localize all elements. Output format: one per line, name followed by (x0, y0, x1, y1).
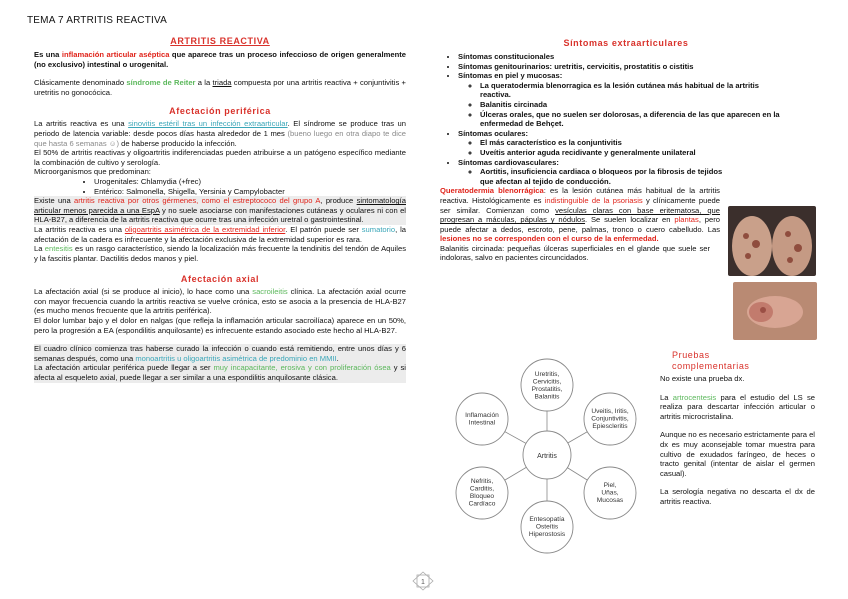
paragraph-serologia: La serología negativa no descarta el dx de artritis reactiva. (660, 487, 815, 506)
page-number: 1 (421, 579, 425, 586)
list-item: ◦ La queratodermia blenorragica es la lesión cutánea más habitual de la artritis reactiva. (480, 81, 780, 100)
section-title-afectacion-periferica: Afectación periférica (169, 106, 271, 117)
svg-text:EntesopatíaOsteítisHiperostosi: Entesopatía Osteítis Hiperostosis (528, 516, 566, 538)
list-item: • Urogenitales: Chlamydia (+frec) (94, 177, 406, 187)
paragraph-sacroileitis: La afectación axial (si se produce al inicio), lo hace como una sacroileitis clínica. La afectación axial ocurre con mayor frecuencia cuando la artritis reactiva se vuelve crónica, esto se asocia a la presencia de HLA-B27 (es mucho menos frecuente que la artritis periférica). (34, 287, 406, 316)
paragraph-balanitis: Balanitis circinada: pequeñas úlceras superficiales en el glande que suele ser indoloras, salvo en pacientes circuncidados. (440, 243, 710, 263)
svg-text:Nefritis,Carditis,BloqueoCardí: Nefritis, Carditis, Bloqueo Cardíaco (468, 478, 496, 508)
document-title: TEMA 7 ARTRITIS REACTIVA (27, 15, 168, 26)
list-item: • Síntomas constitucionales (458, 52, 812, 62)
left-column (34, 36, 406, 383)
paragraph-afectacion-periferica: La afectación articular periférica puede llegar a ser muy incapacitante, erosiva y con proliferación ósea y si afecta al esqueleto axial, puede llegar a ser similar a una espondilitis anquilosante clásica. (34, 363, 406, 383)
pruebas-complementarias (660, 350, 815, 507)
paragraph-definition: Es una inflamación articular aséptica que aparece tras un proceso infeccioso de origen generalmente (no exclusivo) intestinal o urogenital. (34, 50, 407, 69)
list-item: • Síntomas oculares: ◦ El más característico es la conjuntivitis ◦ Uveítis anterior aguda recidivante y generalmente unilateral (458, 129, 812, 158)
list-item: ◦ Balanitis circinada (480, 100, 812, 110)
list-item: • Entérico: Salmonella, Shigella, Yersinia y Campylobacter (94, 187, 406, 197)
paragraph-estreptococo: Existe una artritis reactiva por otros gérmenes, como el estreptococo del grupo A, produce sintomatología articular menos parecida a una EspA y no suele asociarse con manifestaciones cutáneas y oculares ni con el HLA-B27, a diferencia de la artritis reactiva que ocurre tras una infección uretral o gastrointestinal. (34, 196, 406, 225)
paragraph-dolor-lumbar: El dolor lumbar bajo y el dolor en nalgas (que refleja la inflamación articular sacroilíaca) aparece en un 50%, pero la progresión a EA (espondilitis anquilosante) es infrecuente estando asociado este hecho al HLA-B27. (34, 316, 406, 335)
page-number-badge (411, 571, 435, 591)
section-title-pruebas: Pruebas complementarias (672, 350, 750, 371)
list-item: ◦ El más característico es la conjuntivitis (480, 138, 812, 148)
keratoderma-feet-photo (728, 206, 816, 276)
symptom-list (440, 52, 812, 186)
paragraph-microorganisms-intro: Microorganismos que predominan: (34, 167, 151, 177)
list-item: ◦ Úlceras orales, que no suelen ser dolorosas, a diferencia de las que aparecen en la enfermedad de Behçet. (480, 110, 780, 129)
list-item: • Síntomas cardiovasculares: ◦ Aortitis, insuficiencia cardiaca o bloqueos por la fibrosis de tejidos que afectan al tejido de conducción. (458, 158, 812, 187)
paragraph-reiter: Clásicamente denominado síndrome de Reiter a la triada compuesta por una artritis reactiva + conjuntivitis + uretritis no gonocócica. (34, 78, 406, 97)
artritis-diagram (440, 355, 655, 565)
paragraph-oligoartritis: La artritis reactiva es una oligoartritis asimétrica de la extremidad inferior. El patrón puede ser sumatorio, la afectación de la cadera es infrecuente y la afectación exclusiva de la extremidad superior es rara. (34, 224, 406, 244)
svg-text:Uretritis,Cervicitis,Prostatit: Uretritis, Cervicitis, Prostatitis, Balanitis (531, 371, 563, 401)
paragraph-artrocentesis: La artrocentesis para el estudio del LS se realiza para descartar infección articular o artritis microcristalina. (660, 392, 816, 421)
balanitis-photo (733, 282, 817, 340)
paragraph-entesitis: La entesitis es un rasgo característico, siendo la localización más frecuente la tendinitis del tendón de Aquiles y la fascitis plantar. Dactilitis dedos manos y piel. (34, 244, 406, 263)
paragraph-cuadro-clinico: El cuadro clínico comienza tras haberse curado la infección o cuando está remitiendo, entre unos días y 6 semanas después, como una monoartritis u oligoartritis asimétrica de predominio en MMII. (34, 344, 406, 363)
list-item: ◦ Aortitis, insuficiencia cardiaca o bloqueos por la fibrosis de tejidos que afectan al tejido de conducción. (480, 167, 730, 186)
paragraph-queratodermia: Queratodermia blenorrágica: es la lesión cutánea más habitual de la artritis reactiva. Histológicamente es indistinguible de la psoriasis y clínicamente puede ser similar. Comienzan como vesículas claras con base eritematosa, que progresan a máculas, pápulas y nódulos. Se suelen localizar en plantas, pero puede afectar a dedos, escroto, pene, palmas, tronco o cuero cabelludo. Las lesiones no se corresponden con el curso de la enfermedad. (440, 186, 721, 244)
paragraph-sinovitis: La artritis reactiva es una sinovitis estéril tras un infección extraarticular. El síndrome se produce tras un periodo de latencia variable: desde pocos días hasta alrededor de 1 mes (bueno luego en otra diapo te dice que hasta 6 semanas ☺) de haberse producido la infección. (34, 119, 406, 148)
paragraph-50-percent: El 50% de artritis reactivas y oligoartritis indiferenciadas pueden atribuirse a un patógeno específico mediante la combinación de cultivo y serología. (34, 148, 406, 167)
section-title-afectacion-axial: Afectación axial (180, 274, 260, 285)
list-item: • Síntomas en piel y mucosas: ◦ La queratodermia blenorragica es la lesión cutánea más habitual de la artritis reactiva. ◦ Balanitis circinada ◦ Úlceras orales, que no suelen ser dolorosas, a diferencia de las que aparecen en la enfermedad de Behçet. (458, 71, 812, 129)
section-title-artritis-reactiva: ARTRITIS REACTIVA (170, 36, 270, 46)
list-item: • Síntomas genitourinarios: uretritis, cervicitis, prostatitis o cistitis (458, 62, 812, 72)
svg-text:InflamaciónIntestinal: Inflamación Intestinal (465, 412, 499, 427)
diagram-center-label: Artritis (537, 453, 557, 460)
section-title-sintomas-extraarticulares: Síntomas extraarticulares (563, 38, 689, 48)
list-item: ◦ Uveítis anterior aguda recidivante y generalmente unilateral (480, 148, 812, 158)
paragraph-no-prueba: No existe una prueba dx. (660, 374, 745, 383)
svg-text:Uveitis, Iritis,Conjuntivitis,: Uveitis, Iritis, Conjuntivitis, Epiescleritis (591, 408, 629, 430)
svg-text:Piel,Uñas,Mucosas: Piel, Uñas, Mucosas (596, 482, 624, 504)
paragraph-cultivo: Aunque no es necesario estrictamente para el dx es muy aconsejable tomar muestra para cultivo de exudados faríngeo, de heces o tracto genital (intentar de aislar el germen casual). (660, 430, 815, 478)
microorganism-list (34, 177, 406, 196)
